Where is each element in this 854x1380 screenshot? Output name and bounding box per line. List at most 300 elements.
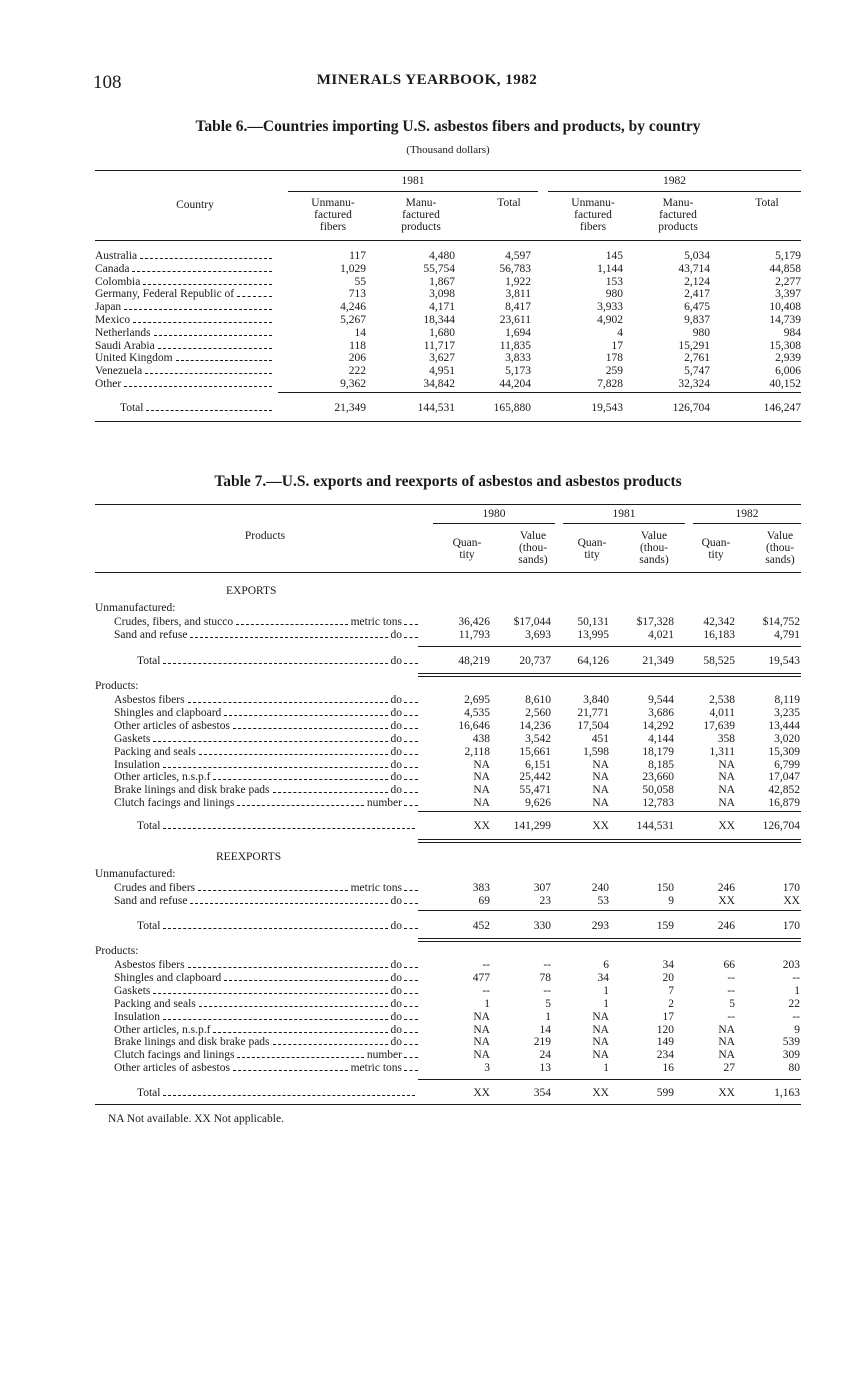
total-label: [137, 920, 418, 933]
dot-leader: [190, 903, 387, 904]
item-label-unit: metric tons: [350, 616, 402, 628]
table-cell: 9,362: [340, 378, 366, 390]
table-cell: 5: [545, 997, 551, 1010]
table-cell: 4,011: [709, 706, 735, 719]
table-cell: 2,124: [684, 275, 710, 288]
table-cell: 259: [605, 365, 623, 378]
table-cell: 21,349: [334, 402, 366, 414]
table-cell: NA: [718, 797, 735, 810]
table-cell: 10,408: [769, 301, 801, 314]
item-label: [114, 720, 418, 733]
table-cell: 11,717: [423, 339, 455, 352]
table-cell: NA: [592, 797, 609, 810]
table-cell: --: [792, 1010, 800, 1023]
table-cell: 4,535: [464, 706, 490, 719]
double-rule: [418, 839, 801, 840]
table-cell: 141,299: [513, 820, 551, 832]
dot-leader: [124, 386, 272, 387]
table-cell: 1: [603, 1062, 609, 1075]
table-cell: 5,747: [684, 365, 710, 378]
country-label-text: Venezuela: [95, 365, 143, 378]
table-cell: 50,058: [642, 784, 674, 797]
item-label-text: Sand and refuse: [114, 628, 188, 641]
table-cell: --: [727, 1010, 735, 1023]
country-label: [95, 288, 275, 301]
table-cell: 144,531: [636, 820, 674, 832]
dot-leader: [163, 767, 388, 768]
dot-leader: [404, 928, 418, 929]
country-label: [95, 250, 275, 263]
item-label: [114, 629, 418, 642]
item-label-unit: do: [390, 997, 402, 1010]
item-label: [114, 1024, 418, 1037]
dot-leader: [404, 779, 418, 780]
total-label: [137, 1087, 418, 1100]
table-cell: 20: [662, 971, 674, 984]
table-cell: 16,879: [768, 797, 800, 810]
dot-leader: [237, 1057, 363, 1058]
dot-leader: [237, 805, 363, 806]
dot-leader: [176, 360, 272, 361]
table-cell: 145: [605, 250, 623, 262]
item-label-text: Packing and seals: [114, 745, 196, 758]
table-cell: 118: [349, 339, 366, 352]
total-label-text: Total: [137, 1087, 161, 1099]
dot-leader: [233, 1070, 348, 1071]
dot-leader: [273, 1044, 388, 1045]
table-cell: 66: [723, 959, 735, 971]
table-cell: 3,811: [505, 288, 531, 301]
table-cell: 1: [603, 984, 609, 997]
table-cell: 15,308: [769, 339, 801, 352]
country-label-text: Canada: [95, 262, 130, 275]
table6-col-header-line: products: [401, 221, 441, 233]
table7-col-header-line: sands): [639, 554, 669, 566]
table-cell: 9: [668, 894, 674, 907]
table7-col-header: [686, 537, 746, 561]
table-cell: 234: [656, 1049, 674, 1062]
total-label-text: Total: [120, 402, 144, 414]
table-cell: NA: [718, 1023, 735, 1036]
table-cell: 50,131: [577, 616, 609, 628]
table7-col-header-line: tity: [459, 549, 475, 561]
total-label-text: Total: [137, 820, 161, 832]
table6-country-header: Country: [176, 199, 214, 211]
table-cell: 4,021: [648, 628, 674, 641]
table-cell: NA: [473, 797, 490, 810]
table-cell: NA: [473, 1010, 490, 1023]
item-label-text: Gaskets: [114, 732, 151, 745]
table6-col-header-line: Unmanu-: [571, 197, 615, 209]
dot-leader: [404, 1006, 418, 1007]
item-label-unit: number: [366, 797, 402, 810]
dot-leader: [163, 1095, 415, 1096]
table-cell: 980: [605, 288, 623, 301]
table6-col-header-line: factured: [314, 209, 352, 221]
table6-year-1982: 1982: [663, 175, 686, 187]
item-label-unit: do: [390, 894, 402, 907]
unmanufactured-label: Unmanufactured:: [95, 868, 176, 880]
table-cell: 539: [782, 1036, 800, 1049]
dot-leader: [404, 715, 418, 716]
table-cell: 21,771: [577, 706, 609, 719]
table-cell: 9,544: [648, 694, 674, 706]
dot-leader: [404, 1044, 418, 1045]
item-label-text: Crudes and fibers: [114, 882, 196, 894]
table7-title: Table 7.—U.S. exports and reexports of asbestos and asbestos products: [214, 473, 682, 490]
table-cell: 17: [611, 339, 623, 352]
item-label-text: Other articles of asbestos: [114, 719, 230, 732]
item-label: [114, 694, 418, 707]
table-cell: 6,006: [775, 365, 801, 378]
table-cell: 6,151: [525, 758, 551, 771]
table-cell: 144,531: [417, 402, 455, 414]
table-cell: 9,626: [525, 797, 551, 810]
item-label-text: Insulation: [114, 758, 160, 771]
table-cell: 178: [605, 352, 623, 365]
table-cell: 159: [656, 920, 674, 932]
table-cell: XX: [718, 894, 735, 907]
country-label: [95, 378, 275, 391]
table-cell: NA: [718, 784, 735, 797]
table-cell: 3,686: [648, 706, 674, 719]
table-cell: 9: [794, 1023, 800, 1036]
dot-leader: [404, 993, 418, 994]
table-cell: 44,858: [769, 262, 801, 275]
table-cell: 1,680: [429, 326, 455, 339]
table-cell: 56,783: [499, 262, 531, 275]
item-label-text: Packing and seals: [114, 997, 196, 1010]
dot-leader: [163, 663, 387, 664]
table-cell: 126,704: [762, 820, 800, 832]
table-cell: 22: [788, 997, 800, 1010]
table-cell: 1: [603, 997, 609, 1010]
item-label-text: Clutch facings and linings: [114, 797, 235, 810]
item-label-unit: do: [390, 771, 402, 784]
table-cell: 69: [478, 894, 490, 907]
dot-leader: [404, 1019, 418, 1020]
country-label-text: Germany, Federal Republic of: [95, 288, 235, 301]
table-cell: 170: [782, 882, 800, 894]
item-label-text: Other articles, n.s.p.f: [114, 771, 211, 784]
table-cell: 5,173: [505, 365, 531, 378]
table-cell: $14,752: [762, 616, 800, 628]
table-cell: 153: [605, 275, 623, 288]
total-rule: [418, 1079, 801, 1080]
item-label-unit: do: [390, 628, 402, 641]
total-label: [137, 655, 418, 668]
table6-year-1981: 1981: [401, 175, 425, 187]
table-cell: 4,171: [429, 301, 455, 314]
table-cell: 5,267: [340, 314, 366, 326]
table-cell: 246: [717, 920, 735, 932]
table-cell: 206: [348, 352, 366, 365]
table6-col-header: [293, 197, 373, 233]
section-reexports: REEXPORTS: [216, 851, 282, 863]
item-label: [114, 1011, 418, 1024]
table-cell: 14,292: [642, 719, 674, 732]
table7-col-header-line: Quan-: [452, 537, 482, 549]
table-cell: 477: [472, 971, 490, 984]
table-cell: 2,695: [464, 694, 490, 706]
table-cell: 150: [656, 882, 674, 894]
table-cell: XX: [718, 820, 735, 832]
table-cell: 55,754: [423, 262, 455, 275]
item-label-unit: do: [390, 719, 402, 732]
item-label: [114, 972, 418, 985]
table-cell: 18,179: [642, 745, 674, 758]
dot-leader: [154, 335, 272, 336]
table-cell: 14,236: [519, 719, 551, 732]
table-cell: 120: [656, 1023, 674, 1036]
table-cell: 1,163: [774, 1087, 800, 1099]
table-cell: 19,543: [768, 655, 800, 667]
total-rule: [418, 646, 801, 647]
item-label-text: Shingles and clapboard: [114, 706, 222, 719]
item-label: [114, 759, 418, 772]
dot-leader: [404, 1070, 418, 1071]
table7-header-rule: [95, 572, 801, 573]
table-cell: 1,922: [505, 275, 531, 288]
table-cell: NA: [718, 1036, 735, 1049]
table-cell: 34: [597, 971, 609, 984]
table-cell: NA: [718, 758, 735, 771]
table-cell: 36,426: [458, 616, 490, 628]
table-cell: --: [482, 984, 490, 997]
dot-leader: [404, 890, 418, 891]
total-label-text: Total: [137, 920, 161, 932]
table-cell: 3,397: [775, 288, 801, 301]
products-label: Products:: [95, 680, 139, 692]
table-cell: NA: [592, 771, 609, 784]
table7-col-header-line: sands): [765, 554, 795, 566]
table-cell: 4,246: [340, 301, 366, 314]
table-cell: 17,047: [768, 771, 800, 784]
item-label: [114, 784, 418, 797]
table-cell: --: [792, 971, 800, 984]
dot-leader: [224, 980, 387, 981]
table-cell: 14,739: [769, 314, 801, 326]
item-label-text: Brake linings and disk brake pads: [114, 1036, 270, 1049]
table7-col-header-line: (thou-: [518, 542, 548, 554]
table7-year-1982: 1982: [735, 508, 759, 520]
table-cell: 64,126: [577, 655, 609, 667]
table7-col-header: [624, 530, 684, 566]
table-cell: 15,309: [768, 745, 800, 758]
table-cell: 23,611: [499, 314, 531, 326]
table-cell: 4,902: [597, 314, 623, 326]
table-cell: 53: [597, 894, 609, 907]
item-label-unit: do: [390, 694, 402, 706]
total-label-unit: do: [390, 655, 402, 667]
table-cell: 43,714: [678, 262, 710, 275]
table-cell: XX: [473, 820, 490, 832]
table-cell: 32,324: [678, 378, 710, 390]
country-label: [95, 301, 275, 314]
table-cell: 2,761: [684, 352, 710, 365]
table6-col-header-line: Total: [497, 197, 521, 209]
dot-leader: [404, 805, 418, 806]
table-cell: 4: [617, 326, 623, 339]
table-cell: 3,933: [597, 301, 623, 314]
table-cell: 2: [668, 997, 674, 1010]
table-cell: 1,694: [505, 326, 531, 339]
item-label-text: Asbestos fibers: [114, 959, 185, 971]
table-cell: 451: [591, 732, 609, 745]
dot-leader: [190, 637, 387, 638]
item-label-unit: do: [390, 959, 402, 971]
item-label: [114, 771, 418, 784]
table-cell: 165,880: [493, 402, 531, 414]
double-rule: [418, 676, 801, 677]
dot-leader: [163, 928, 387, 929]
table-cell: 240: [591, 882, 609, 894]
dot-leader: [158, 348, 272, 349]
table-cell: 25,442: [519, 771, 551, 784]
table-cell: 599: [656, 1087, 674, 1099]
table-cell: 6,799: [774, 758, 800, 771]
table-cell: NA: [592, 758, 609, 771]
table-cell: 2,560: [525, 706, 551, 719]
table-cell: 7,828: [597, 378, 623, 390]
table-cell: 1,598: [583, 745, 609, 758]
item-label-unit: do: [390, 758, 402, 771]
item-label: [114, 882, 418, 895]
dot-leader: [199, 754, 388, 755]
table-cell: --: [727, 971, 735, 984]
table7-year-1980: 1980: [482, 508, 506, 520]
item-label: [114, 1049, 418, 1062]
dot-leader: [163, 828, 415, 829]
table7-col-header-line: Value: [640, 530, 668, 542]
dot-leader: [404, 741, 418, 742]
table6-top-rule: [95, 170, 801, 171]
table-cell: 78: [539, 971, 551, 984]
table-cell: 15,291: [678, 339, 710, 352]
dot-leader: [404, 637, 418, 638]
unmanufactured-label: Unmanufactured:: [95, 602, 176, 614]
table-cell: NA: [473, 1023, 490, 1036]
table-cell: NA: [592, 1023, 609, 1036]
table-cell: 713: [348, 288, 366, 301]
dot-leader: [143, 284, 272, 285]
table-cell: 3,020: [774, 732, 800, 745]
item-label-unit: do: [390, 1010, 402, 1023]
table-cell: 20,737: [519, 655, 551, 667]
table-cell: NA: [718, 1049, 735, 1062]
table7-col-header-line: tity: [708, 549, 724, 561]
table-cell: 17,504: [577, 719, 609, 732]
table-cell: 6: [603, 959, 609, 971]
table-cell: 48,219: [458, 655, 490, 667]
table-cell: 170: [782, 920, 800, 932]
dot-leader: [404, 728, 418, 729]
total-label: [137, 820, 418, 833]
table-cell: 11,793: [458, 628, 490, 641]
table-cell: 9,837: [684, 314, 710, 326]
table-cell: $17,044: [513, 616, 551, 628]
item-label-text: Insulation: [114, 1010, 160, 1023]
table-cell: 7: [668, 984, 674, 997]
table-cell: NA: [592, 1049, 609, 1062]
table6-col-header: [469, 197, 549, 209]
dot-leader: [146, 410, 272, 411]
table-cell: 16: [662, 1062, 674, 1075]
item-label-text: Clutch facings and linings: [114, 1049, 235, 1062]
table7-col-header: [750, 530, 810, 566]
table-cell: XX: [592, 820, 609, 832]
table7-year-rule: [563, 523, 685, 524]
dot-leader: [404, 903, 418, 904]
item-label: [114, 746, 418, 759]
dot-leader: [213, 779, 387, 780]
table-cell: 8,119: [774, 694, 800, 706]
country-label-text: Other: [95, 378, 122, 390]
dot-leader: [133, 322, 272, 323]
table-cell: 452: [472, 920, 490, 932]
table6-col-header: [638, 197, 718, 233]
item-label-text: Crudes, fibers, and stucco: [114, 616, 234, 628]
table-cell: 354: [533, 1087, 551, 1099]
dot-leader: [198, 890, 347, 891]
table-cell: 3,235: [774, 706, 800, 719]
table-cell: 17,639: [703, 719, 735, 732]
dot-leader: [145, 373, 272, 374]
table-cell: 13,995: [577, 628, 609, 641]
table-cell: 80: [788, 1062, 800, 1075]
item-label-unit: number: [366, 1049, 402, 1062]
table-cell: 6,475: [684, 301, 710, 314]
dot-leader: [404, 1057, 418, 1058]
table-cell: 1: [484, 997, 490, 1010]
table-cell: 219: [533, 1036, 551, 1049]
table-cell: 246: [717, 882, 735, 894]
table-cell: 23,660: [642, 771, 674, 784]
table-cell: 1: [794, 984, 800, 997]
table6-col-header: [553, 197, 633, 233]
table-cell: 13: [539, 1062, 551, 1075]
table-cell: 21,349: [642, 655, 674, 667]
dot-leader: [404, 767, 418, 768]
table-cell: 5,034: [684, 250, 710, 262]
item-label-unit: do: [390, 745, 402, 758]
item-label-unit: do: [390, 706, 402, 719]
table-cell: 15,661: [519, 745, 551, 758]
country-label: [95, 263, 275, 276]
table6-bottom-rule: [95, 421, 801, 422]
table-cell: 5,179: [775, 250, 801, 262]
table-cell: 2,277: [775, 275, 801, 288]
table-cell: 8,610: [525, 694, 551, 706]
dot-leader: [153, 741, 387, 742]
table-cell: 3,627: [429, 352, 455, 365]
table-cell: 4,597: [505, 250, 531, 262]
table-cell: 126,704: [672, 402, 710, 414]
item-label-unit: do: [390, 732, 402, 745]
dot-leader: [213, 1032, 387, 1033]
table6-col-header: [727, 197, 807, 209]
country-label-text: Netherlands: [95, 326, 151, 339]
dot-leader: [273, 792, 388, 793]
table-cell: NA: [592, 784, 609, 797]
table-cell: 3,098: [429, 288, 455, 301]
table6-col-header-line: Total: [755, 197, 779, 209]
table7-year-rule: [693, 523, 801, 524]
table-cell: 23: [539, 894, 551, 907]
table-cell: 13,444: [768, 719, 800, 732]
dot-leader: [132, 271, 272, 272]
table-cell: 5: [729, 997, 735, 1010]
